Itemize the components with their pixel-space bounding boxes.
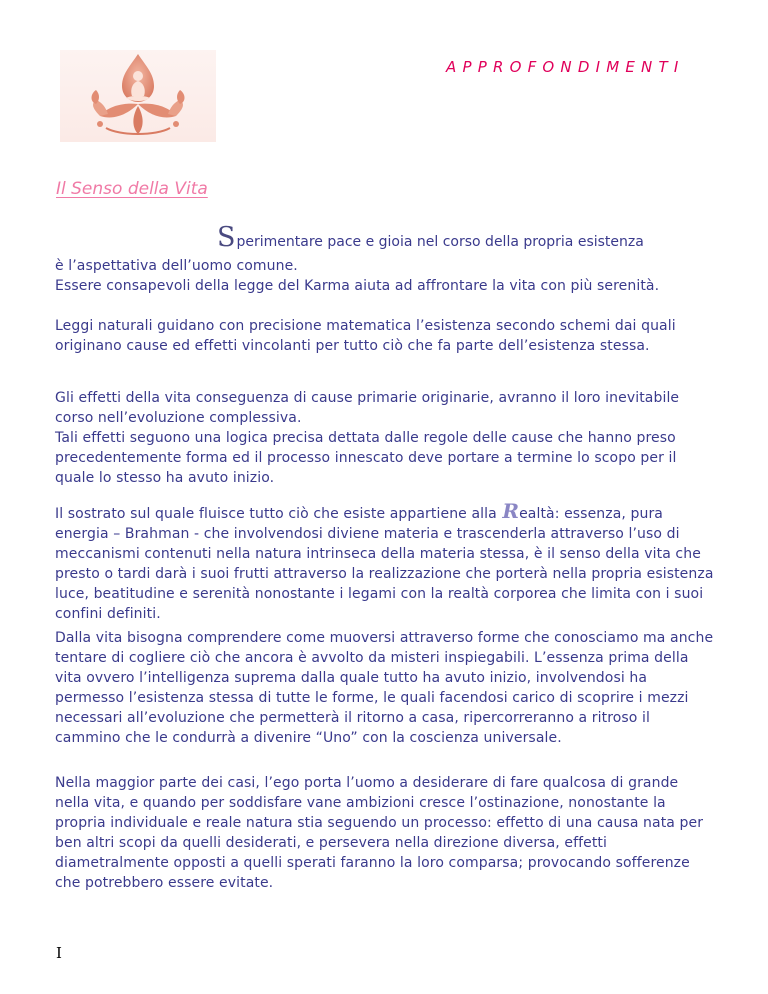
paragraph-text: Nella maggior parte dei casi, l’ego porta l’uomo a desiderare di fare qualcosa di grande nella vita, e quando per soddisfare vane ambizioni cresce l’ostinazione, nonostante la propria individuale e reale natura stia seguendo un processo: effetto di una causa nata per ben altri scopi da quelli desiderati, e persevera nella direzione diversa, effetti diametralmente opposti a quelli sperati faranno la loro comparsa; provocando sofferenze che potrebbero essere evitate. bbox=[55, 775, 704, 891]
realta-cap: R bbox=[502, 499, 520, 523]
paragraph-text: Leggi naturali guidano con precisione matematica l’esistenza secondo schemi dai quali originano cause ed effetti vincolanti per tutto ciò che fa parte dell’esistenza stessa. bbox=[55, 318, 676, 354]
lotus-meditation-logo bbox=[60, 50, 216, 142]
drop-cap: S bbox=[217, 222, 236, 253]
intro-paragraph bbox=[55, 256, 717, 296]
paragraph-text: Dalla vita bisogna comprendere come muoversi attraverso forme che conosciamo ma anche tentare di cogliere ciò che ancora è avvolto da misteri inspiegabili. L’essenza prima della vita ovvero l’intelligenza suprema dalla quale tutto ha avuto inizio, involvendosi ha permesso l’esistenza stessa di tutte le forme, le quali facendosi carico di scoprire i mezzi necessari all’evoluzione che permetterà il ritorno a casa, ripercorreranno a ritroso il cammino che le condurrà a divenire “Uno” con la coscienza universale. bbox=[55, 630, 714, 746]
paragraph-text-start: Il sostrato sul quale fluisce tutto ciò che esiste appartiene alla bbox=[55, 506, 502, 522]
paragraph-5 bbox=[55, 628, 717, 748]
article-title: Il Senso della Vita bbox=[56, 179, 208, 199]
intro-line: Essere consapevoli della legge del Karma aiuta ad affrontare la vita con più serenità. bbox=[55, 278, 660, 294]
section-header: APPROFONDIMENTI bbox=[446, 58, 685, 76]
page-number: I bbox=[56, 944, 62, 962]
paragraph-4 bbox=[55, 501, 717, 624]
paragraph-text-end: ealtà: essenza, pura energia – Brahman - che involvendosi diviene materia e trascenderla attraverso l’uso di meccanismi contenuti nella natura intrinseca della materia stessa, è il senso della vita che presto o tardi darà i suoi frutti attraverso la realizzazione che porterà nella propria esistenza luce, beatitudine e serenità nonostante i legami con la realtà corporea che limita con i suoi confini definiti. bbox=[55, 506, 714, 622]
paragraph-3 bbox=[55, 388, 717, 488]
paragraph-6 bbox=[55, 773, 717, 893]
first-line bbox=[217, 222, 644, 253]
paragraph-text bbox=[55, 501, 717, 624]
paragraph-2 bbox=[55, 316, 717, 356]
first-line-text: perimentare pace e gioia nel corso della propria esistenza bbox=[236, 234, 644, 250]
paragraph-text: Tali effetti seguono una logica precisa dettata dalle regole delle cause che hanno preso precedentemente forma ed il processo innescato deve portare a termine lo scopo per il quale lo stesso ha avuto inizio. bbox=[55, 430, 677, 486]
intro-line: è l’aspettativa dell’uomo comune. bbox=[55, 258, 298, 274]
paragraph-text: Gli effetti della vita conseguenza di cause primarie originarie, avranno il loro inevitabile corso nell’evoluzione complessiva. bbox=[55, 390, 680, 426]
